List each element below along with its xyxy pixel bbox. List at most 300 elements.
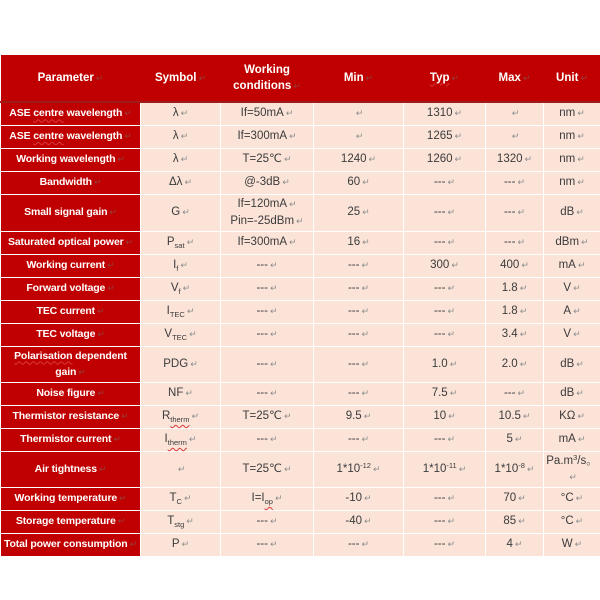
end-of-cell-mark: ↵ — [285, 109, 294, 120]
cell-text: If=300mA ↵ — [237, 130, 297, 142]
cell-text: KΩ ↵ — [559, 410, 585, 422]
cell-text — [488, 105, 541, 122]
cell-text: ASE centre wavelength ↵ — [9, 107, 132, 120]
cell-text: 1240 ↵ — [340, 153, 377, 165]
value-cell — [404, 428, 486, 451]
value-cell — [486, 194, 544, 231]
end-of-cell-mark: ↵ — [107, 261, 115, 271]
table-row — [1, 533, 600, 556]
table-row — [1, 254, 600, 277]
end-of-cell-mark: ↵ — [183, 494, 192, 504]
value-cell — [486, 405, 544, 428]
end-of-cell-mark: ↵ — [269, 540, 278, 550]
end-of-cell-mark: ↵ — [125, 238, 133, 248]
table-row — [1, 277, 600, 300]
end-of-cell-mark: ↵ — [124, 132, 132, 142]
cell-text: nm ↵ — [559, 176, 585, 188]
spellcheck-squiggle: Polarisation — [14, 349, 73, 362]
cell-text: $V_{TEC}$ ↵ — [164, 328, 197, 342]
cell-text: Pin=-25dBm ↵ — [230, 214, 304, 227]
end-of-cell-mark: ↵ — [121, 412, 129, 422]
cell-text: 2.0 ↵ — [501, 357, 528, 370]
value-cell — [486, 323, 544, 346]
value-cell — [544, 428, 600, 451]
cell-text: $T_C$ ↵ — [169, 492, 192, 506]
cell-text: TEC voltage ↵ — [36, 328, 105, 340]
cell-text: Noise figure ↵ — [36, 387, 105, 399]
end-of-cell-mark: ↵ — [581, 238, 589, 248]
end-of-cell-mark: ↵ — [274, 494, 283, 504]
cell-text: --- ↵ — [433, 282, 456, 294]
end-of-cell-mark: ↵ — [573, 330, 581, 340]
value-cell — [404, 451, 486, 487]
end-of-cell-mark: ↵ — [517, 208, 526, 218]
end-of-cell-mark: ↵ — [448, 412, 456, 422]
end-of-cell-mark: ↵ — [526, 464, 535, 475]
end-of-cell-mark: ↵ — [184, 178, 192, 188]
end-of-cell-mark: ↵ — [269, 389, 278, 399]
value-cell — [544, 346, 600, 382]
end-of-cell-mark: ↵ — [580, 73, 588, 84]
end-of-cell-mark: ↵ — [447, 435, 456, 445]
end-of-cell-mark: ↵ — [283, 155, 292, 165]
end-of-cell-mark: ↵ — [191, 412, 200, 422]
cell-text: -10 ↵ — [345, 492, 372, 504]
cell-text: --- ↵ — [433, 206, 456, 218]
value-cell — [544, 451, 600, 487]
cell-text: Working conditions ↵ — [233, 63, 301, 92]
cell-text: W ↵ — [561, 538, 583, 550]
cell-text: $1*10^{-11}$ ↵ — [422, 460, 467, 475]
value-cell — [404, 171, 486, 194]
cell-text: --- ↵ — [347, 328, 370, 340]
value-cell — [314, 300, 404, 323]
end-of-cell-mark: ↵ — [451, 73, 460, 84]
cell-text: --- ↵ — [256, 538, 278, 550]
table-row — [1, 428, 600, 451]
cell-text: °C ↵ — [560, 492, 584, 504]
value-cell — [141, 405, 221, 428]
end-of-cell-mark: ↵ — [511, 132, 520, 142]
cell-text: --- ↵ — [433, 433, 456, 445]
end-of-cell-mark: ↵ — [198, 73, 207, 84]
header-cell-symbol — [141, 55, 221, 102]
end-of-cell-mark: ↵ — [269, 359, 278, 370]
cell-text: --- ↵ — [256, 259, 278, 271]
cell-text: $I_f$ ↵ — [173, 259, 188, 273]
end-of-cell-mark: ↵ — [577, 178, 585, 188]
end-of-cell-mark: ↵ — [447, 540, 456, 550]
value-cell — [221, 323, 314, 346]
value-cell — [486, 300, 544, 323]
cell-text: Symbol ↵ — [154, 71, 207, 84]
value-cell — [544, 323, 600, 346]
end-of-cell-mark: ↵ — [454, 155, 463, 165]
end-of-cell-mark: ↵ — [177, 464, 186, 475]
cell-text: --- ↵ — [256, 433, 278, 445]
spellcheck-squiggle: therm — [170, 415, 190, 424]
value-cell — [404, 405, 486, 428]
table-row — [1, 300, 600, 323]
value-cell — [221, 125, 314, 148]
header-cell-parameter — [1, 55, 141, 102]
cell-text: dBm ↵ — [555, 236, 589, 248]
cell-text: Working current ↵ — [26, 259, 115, 271]
cell-text: 3.4 ↵ — [501, 328, 528, 340]
end-of-cell-mark: ↵ — [355, 109, 364, 120]
end-of-cell-mark: ↵ — [451, 261, 459, 271]
value-cell — [141, 451, 221, 487]
end-of-cell-mark: ↵ — [97, 307, 105, 317]
end-of-cell-mark: ↵ — [576, 208, 584, 218]
end-of-cell-mark: ↵ — [511, 109, 520, 120]
value-cell — [544, 277, 600, 300]
end-of-cell-mark: ↵ — [517, 238, 526, 248]
cell-text: nm ↵ — [559, 130, 585, 142]
value-cell — [221, 382, 314, 405]
end-of-cell-mark: ↵ — [361, 359, 370, 370]
value-cell — [404, 148, 486, 171]
cell-text: 70 ↵ — [503, 492, 526, 504]
end-of-cell-mark: ↵ — [577, 435, 586, 445]
cell-text: --- ↵ — [503, 236, 526, 248]
cell-text — [488, 128, 541, 145]
end-of-cell-mark: ↵ — [573, 284, 581, 294]
cell-text: 1310 ↵ — [426, 107, 463, 120]
end-of-cell-mark: ↵ — [98, 464, 107, 475]
table-row — [1, 125, 600, 148]
value-cell — [221, 346, 314, 382]
end-of-cell-mark: ↵ — [362, 178, 370, 188]
end-of-cell-mark: ↵ — [363, 412, 372, 422]
cell-text: --- ↵ — [503, 176, 526, 188]
value-cell — [314, 451, 404, 487]
end-of-cell-mark: ↵ — [573, 307, 581, 317]
end-of-cell-mark: ↵ — [296, 216, 304, 227]
table-row — [1, 102, 600, 125]
value-cell — [141, 428, 221, 451]
value-cell — [221, 254, 314, 277]
end-of-cell-mark: ↵ — [283, 464, 292, 475]
cell-text: Unit ↵ — [556, 71, 588, 84]
value-cell — [141, 533, 221, 556]
cell-text: --- ↵ — [433, 236, 456, 248]
cell-text: Working wavelength ↵ — [16, 153, 125, 165]
cell-text: $R_{therm}$ ↵ — [161, 410, 200, 424]
cell-text: Air tightness ↵ — [34, 462, 107, 475]
value-cell — [314, 428, 404, 451]
cell-text: TEC current ↵ — [36, 305, 105, 317]
value-cell — [486, 148, 544, 171]
end-of-cell-mark: ↵ — [574, 540, 583, 550]
cell-text: Thermistor resistance ↵ — [12, 410, 129, 422]
value-cell — [404, 510, 486, 533]
value-cell — [314, 510, 404, 533]
end-of-cell-mark: ↵ — [289, 132, 297, 142]
cell-text: nm ↵ — [559, 107, 585, 120]
table-row — [1, 346, 600, 382]
end-of-cell-mark: ↵ — [514, 540, 523, 550]
cell-text: λ ↵ — [172, 107, 189, 120]
end-of-cell-mark: ↵ — [186, 307, 195, 317]
end-of-cell-mark: ↵ — [129, 540, 137, 550]
header-cell-working-conditions — [221, 55, 314, 102]
end-of-cell-mark: ↵ — [577, 412, 585, 422]
value-cell — [141, 254, 221, 277]
end-of-cell-mark: ↵ — [364, 494, 372, 504]
value-cell — [141, 277, 221, 300]
value-cell — [314, 254, 404, 277]
end-of-cell-mark: ↵ — [113, 435, 121, 445]
end-of-cell-mark: ↵ — [365, 73, 374, 84]
cell-text: 10 ↵ — [433, 410, 456, 422]
value-cell — [314, 323, 404, 346]
end-of-cell-mark: ↵ — [182, 284, 191, 294]
parameter-cell — [1, 125, 141, 148]
cell-text: V ↵ — [563, 282, 581, 294]
value-cell — [486, 451, 544, 487]
table-row — [1, 231, 600, 254]
end-of-cell-mark: ↵ — [447, 517, 456, 527]
value-cell — [221, 533, 314, 556]
cell-text: 25 ↵ — [347, 206, 370, 218]
end-of-cell-mark: ↵ — [180, 132, 189, 142]
cell-text: A ↵ — [563, 305, 581, 317]
end-of-cell-mark: ↵ — [514, 435, 523, 445]
end-of-cell-mark: ↵ — [117, 155, 125, 165]
cell-text: --- ↵ — [347, 305, 370, 317]
value-cell — [314, 346, 404, 382]
value-cell — [544, 125, 600, 148]
value-cell — [544, 487, 600, 510]
table-row — [1, 148, 600, 171]
header-cell-max — [486, 55, 544, 102]
value-cell — [404, 125, 486, 148]
end-of-cell-mark: ↵ — [97, 389, 105, 399]
cell-text: Max ↵ — [498, 71, 531, 84]
value-cell — [221, 487, 314, 510]
header-cell-min — [314, 55, 404, 102]
end-of-cell-mark: ↵ — [517, 389, 526, 399]
end-of-cell-mark: ↵ — [269, 261, 278, 271]
cell-text: --- ↵ — [256, 515, 278, 527]
end-of-cell-mark: ↵ — [518, 494, 526, 504]
end-of-cell-mark: ↵ — [361, 330, 370, 340]
value-cell — [314, 148, 404, 171]
end-of-cell-mark: ↵ — [522, 412, 531, 422]
cell-text: nm ↵ — [559, 153, 585, 165]
cell-text: If=300mA ↵ — [237, 236, 297, 248]
header-cell-unit — [544, 55, 600, 102]
cell-text: $I_{TEC}$ ↵ — [166, 305, 195, 319]
end-of-cell-mark: ↵ — [269, 330, 278, 340]
end-of-cell-mark: ↵ — [186, 517, 194, 527]
end-of-cell-mark: ↵ — [361, 540, 370, 550]
table-row — [1, 405, 600, 428]
value-cell — [486, 171, 544, 194]
cell-text: -40 ↵ — [345, 515, 372, 527]
cell-text — [143, 461, 218, 478]
value-cell — [141, 231, 221, 254]
parameter-cell — [1, 300, 141, 323]
end-of-cell-mark: ↵ — [519, 330, 528, 340]
cell-text: --- ↵ — [503, 387, 526, 399]
end-of-cell-mark: ↵ — [189, 330, 197, 340]
parameter-cell — [1, 102, 141, 125]
value-cell — [486, 125, 544, 148]
value-cell — [544, 533, 600, 556]
end-of-cell-mark: ↵ — [447, 330, 456, 340]
end-of-cell-mark: ↵ — [447, 208, 456, 218]
end-of-cell-mark: ↵ — [447, 284, 456, 294]
value-cell — [314, 194, 404, 231]
cell-text: --- ↵ — [503, 206, 526, 218]
end-of-cell-mark: ↵ — [78, 367, 86, 378]
end-of-cell-mark: ↵ — [368, 155, 377, 165]
value-cell — [486, 254, 544, 277]
end-of-cell-mark: ↵ — [361, 261, 370, 271]
end-of-cell-mark: ↵ — [447, 307, 456, 317]
cell-text: 10.5 ↵ — [498, 410, 531, 422]
value-cell — [314, 382, 404, 405]
value-cell — [404, 300, 486, 323]
value-cell — [404, 254, 486, 277]
cell-text: --- ↵ — [347, 433, 370, 445]
value-cell — [486, 231, 544, 254]
cell-text: T=25℃ ↵ — [242, 462, 292, 475]
end-of-cell-mark: ↵ — [293, 81, 301, 92]
cell-text: --- ↵ — [433, 305, 456, 317]
end-of-cell-mark: ↵ — [569, 472, 577, 483]
parameter-cell — [1, 148, 141, 171]
cell-text: --- ↵ — [256, 328, 278, 340]
cell-text: Working temperature ↵ — [14, 492, 127, 504]
end-of-cell-mark: ↵ — [576, 359, 584, 370]
end-of-cell-mark: ↵ — [355, 132, 364, 142]
value-cell — [486, 428, 544, 451]
end-of-cell-mark: ↵ — [575, 494, 584, 504]
cell-text: --- ↵ — [256, 282, 278, 294]
end-of-cell-mark: ↵ — [182, 208, 190, 218]
spellcheck-squiggle: therm — [167, 438, 187, 447]
parameter-cell — [1, 510, 141, 533]
end-of-cell-mark: ↵ — [447, 494, 456, 504]
end-of-cell-mark: ↵ — [519, 359, 528, 370]
value-cell — [221, 148, 314, 171]
cell-text: --- ↵ — [347, 538, 370, 550]
cell-text: --- ↵ — [347, 387, 370, 399]
cell-text: 1265 ↵ — [426, 130, 463, 142]
spec-table — [0, 55, 600, 557]
value-cell — [141, 487, 221, 510]
end-of-cell-mark: ↵ — [362, 238, 370, 248]
cell-text: --- ↵ — [433, 538, 456, 550]
value-cell — [544, 231, 600, 254]
value-cell — [486, 487, 544, 510]
end-of-cell-mark: ↵ — [454, 109, 463, 120]
end-of-cell-mark: ↵ — [119, 494, 127, 504]
value-cell — [314, 102, 404, 125]
cell-text: $1*10^{-8}$ ↵ — [494, 460, 535, 475]
parameter-cell — [1, 533, 141, 556]
value-cell — [221, 510, 314, 533]
end-of-cell-mark: ↵ — [361, 389, 370, 399]
end-of-cell-mark: ↵ — [577, 109, 585, 120]
value-cell — [404, 194, 486, 231]
table-row — [1, 323, 600, 346]
value-cell — [404, 323, 486, 346]
end-of-cell-mark: ↵ — [95, 73, 104, 84]
end-of-cell-mark: ↵ — [180, 155, 189, 165]
parameter-cell — [1, 487, 141, 510]
cell-text: $1*10^{-12}$ ↵ — [336, 460, 381, 475]
parameter-cell — [1, 382, 141, 405]
cell-text: G ↵ — [171, 206, 190, 218]
parameter-cell — [1, 405, 141, 428]
cell-text: T=25℃ ↵ — [242, 410, 292, 422]
spec-table-header — [1, 55, 600, 102]
value-cell — [404, 346, 486, 382]
end-of-cell-mark: ↵ — [186, 238, 195, 248]
cell-text — [316, 105, 401, 122]
end-of-cell-mark: ↵ — [283, 412, 292, 422]
cell-text: Parameter ↵ — [37, 71, 104, 84]
cell-text: Small signal gain ↵ — [24, 206, 117, 218]
end-of-cell-mark: ↵ — [97, 330, 105, 340]
parameter-cell — [1, 346, 141, 382]
end-of-cell-mark: ↵ — [522, 73, 531, 84]
end-of-cell-mark: ↵ — [180, 261, 188, 271]
cell-text: Bandwidth ↵ — [39, 176, 102, 188]
value-cell — [221, 300, 314, 323]
cell-text: P ↵ — [171, 538, 190, 550]
value-cell — [486, 533, 544, 556]
value-cell — [221, 451, 314, 487]
cell-text: $I_{therm}$ ↵ — [164, 433, 197, 447]
end-of-cell-mark: ↵ — [117, 517, 126, 527]
cell-text: Polarisation dependent gain ↵ — [14, 349, 127, 378]
end-of-cell-mark: ↵ — [269, 284, 278, 294]
cell-text: ASE centre wavelength ↵ — [9, 130, 132, 142]
value-cell — [141, 382, 221, 405]
end-of-cell-mark: ↵ — [524, 155, 533, 165]
value-cell — [404, 533, 486, 556]
value-cell — [221, 231, 314, 254]
cell-text: --- ↵ — [433, 492, 456, 504]
spellcheck-squiggle: op — [264, 497, 273, 506]
value-cell — [544, 194, 600, 231]
cell-text: 1.8 ↵ — [501, 282, 528, 294]
cell-text: 300 ↵ — [430, 259, 459, 271]
cell-text: 5 ↵ — [506, 433, 523, 445]
cell-text: If=120mA ↵ — [237, 197, 297, 210]
spec-table-body — [1, 102, 600, 556]
cell-text: If=50mA ↵ — [240, 107, 294, 120]
value-cell — [221, 102, 314, 125]
end-of-cell-mark: ↵ — [124, 109, 132, 120]
value-cell — [544, 300, 600, 323]
cell-text: V ↵ — [563, 328, 581, 340]
end-of-cell-mark: ↵ — [282, 178, 290, 188]
cell-text: Total power consumption ↵ — [4, 538, 137, 550]
parameter-cell — [1, 231, 141, 254]
cell-text: °C ↵ — [560, 515, 584, 527]
end-of-cell-mark: ↵ — [269, 517, 278, 527]
value-cell — [486, 510, 544, 533]
end-of-cell-mark: ↵ — [109, 208, 117, 218]
end-of-cell-mark: ↵ — [517, 178, 526, 188]
end-of-cell-mark: ↵ — [449, 389, 458, 399]
